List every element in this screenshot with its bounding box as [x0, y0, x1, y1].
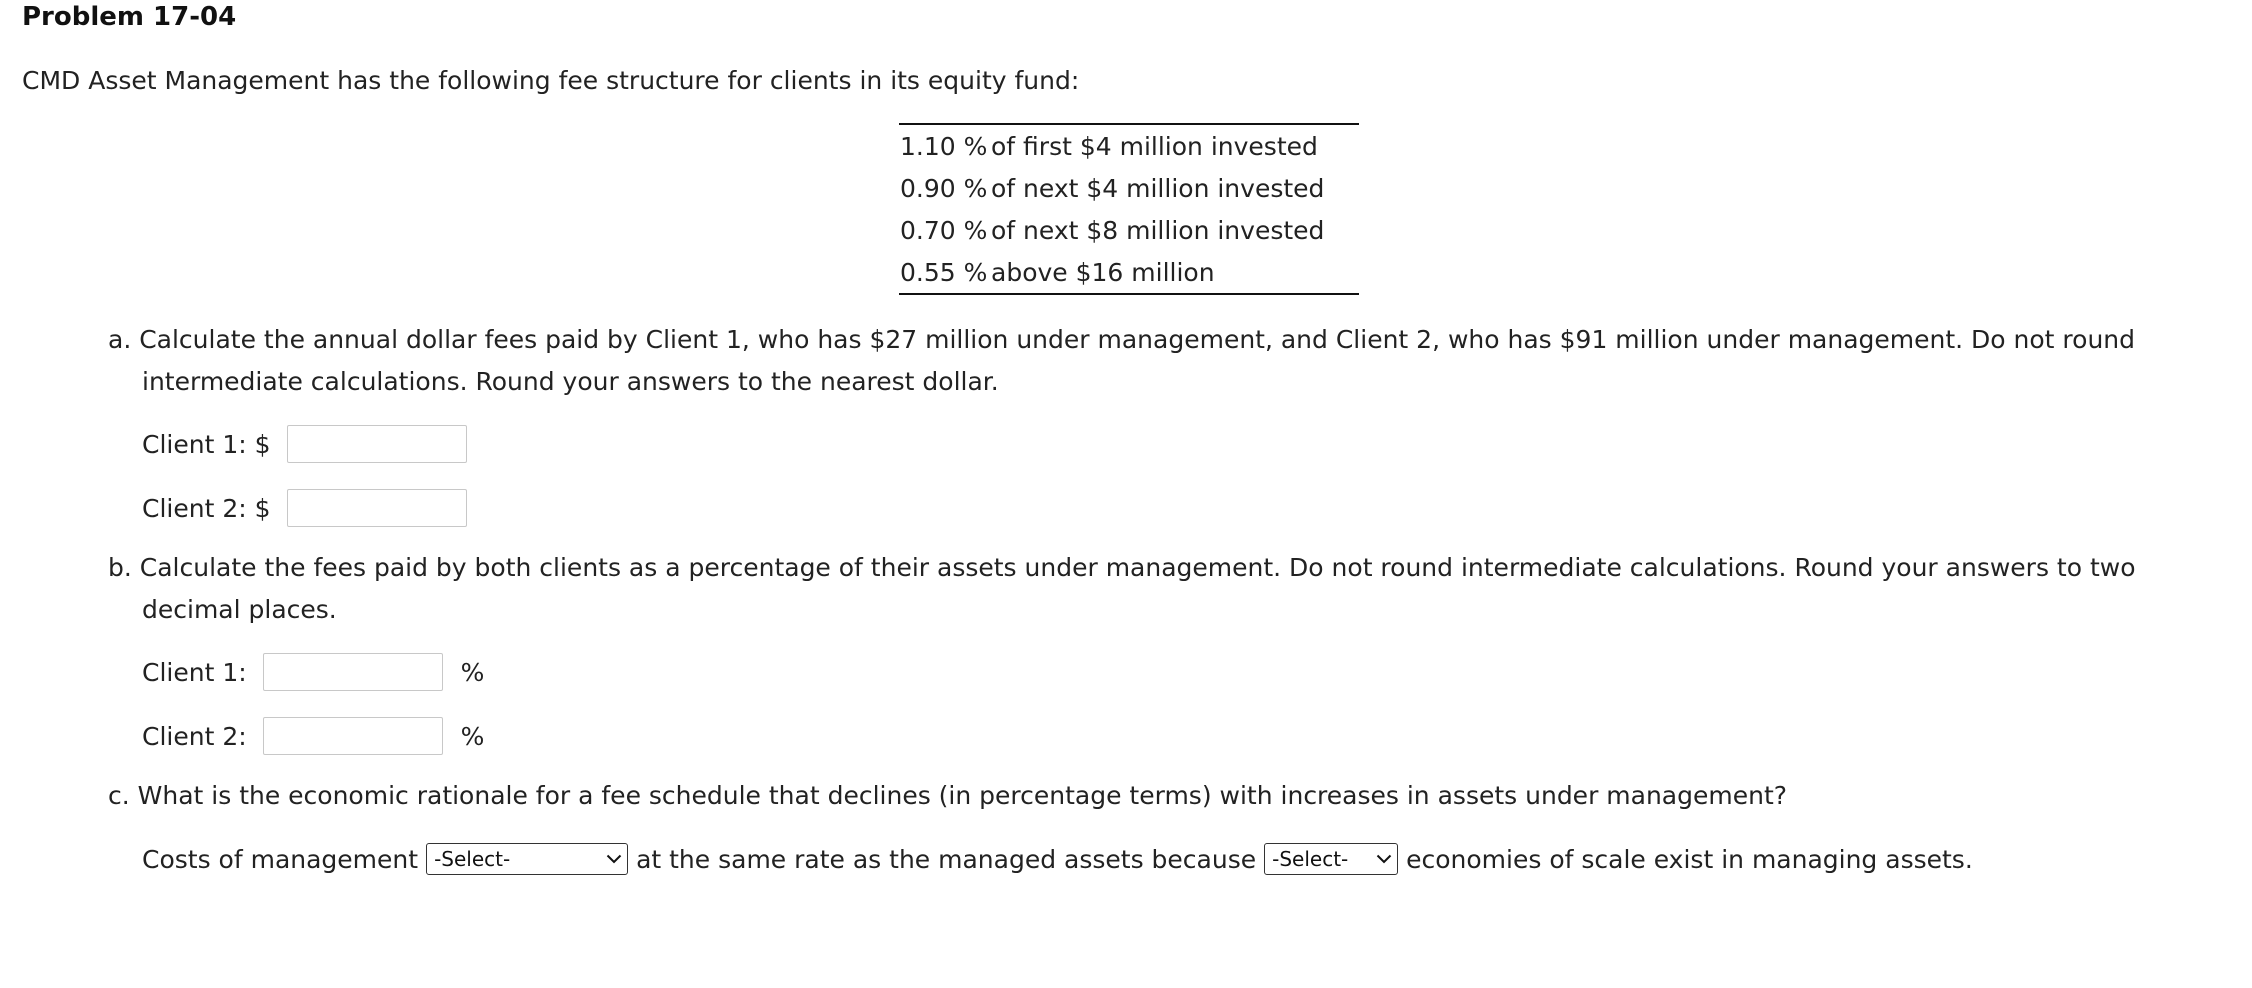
part-a-client1-label: Client 1: $	[142, 429, 271, 459]
part-c-sentence-middle: at the same rate as the managed assets because	[636, 844, 1257, 874]
chevron-down-icon	[601, 845, 627, 873]
fee-rate: 0.55 %	[900, 257, 988, 287]
costs-select-value: -Select-	[434, 847, 511, 871]
part-a-question	[108, 319, 2238, 403]
part-c-question	[108, 775, 2238, 817]
fee-description: of first $4 million invested	[991, 131, 1318, 161]
part-a-client2-input[interactable]	[287, 489, 467, 527]
problem-intro: CMD Asset Management has the following fee structure for clients in its equity fund:	[22, 66, 1080, 95]
part-a-text: a. Calculate the annual dollar fees paid by Client 1, who has $27 million under management, and Client 2, who has $91 million under management. Do not round intermediate calculations. Round your answers to the nearest dollar.	[108, 325, 2136, 396]
part-b-client2-label: Client 2:	[142, 721, 247, 751]
fee-row	[899, 124, 1359, 167]
fee-description: above $16 million	[991, 257, 1215, 287]
part-b-text: b. Calculate the fees paid by both clients as a percentage of their assets under management. Do not round intermediate calculations. Round your answers to two decimal places.	[108, 553, 2136, 624]
problem-title: Problem 17-04	[22, 2, 237, 32]
part-b-client2-input[interactable]	[263, 717, 443, 755]
chevron-down-icon	[1371, 845, 1397, 873]
percent-unit: %	[460, 721, 485, 751]
costs-select-dropdown[interactable]	[426, 843, 628, 875]
percent-unit: %	[460, 657, 485, 687]
fee-description: of next $8 million invested	[991, 215, 1325, 245]
fee-schedule-table	[899, 123, 1359, 295]
part-a-client1-row	[142, 425, 467, 463]
part-a-client2-label: Client 2: $	[142, 493, 271, 523]
part-b-client1-label: Client 1:	[142, 657, 247, 687]
part-a-client2-row	[142, 489, 467, 527]
part-c-answer-row	[142, 840, 1973, 878]
fee-row	[899, 251, 1359, 294]
part-b-client2-row	[142, 717, 484, 755]
economies-select-dropdown[interactable]	[1264, 843, 1398, 875]
part-c-sentence-start: Costs of management	[142, 844, 419, 874]
fee-rate: 1.10 %	[900, 131, 988, 161]
fee-description: of next $4 million invested	[991, 173, 1325, 203]
part-b-client1-row	[142, 653, 484, 691]
part-a-client1-input[interactable]	[287, 425, 467, 463]
fee-row	[899, 209, 1359, 251]
fee-row	[899, 167, 1359, 209]
part-c-text: c. What is the economic rationale for a fee schedule that declines (in percentage terms) with increases in assets under management?	[108, 781, 1788, 810]
part-b-client1-input[interactable]	[263, 653, 443, 691]
fee-rate: 0.70 %	[900, 215, 988, 245]
part-c-sentence-end: economies of scale exist in managing assets.	[1406, 844, 1973, 874]
part-b-question	[108, 547, 2238, 631]
economies-select-value: -Select-	[1272, 847, 1349, 871]
fee-rate: 0.90 %	[900, 173, 988, 203]
